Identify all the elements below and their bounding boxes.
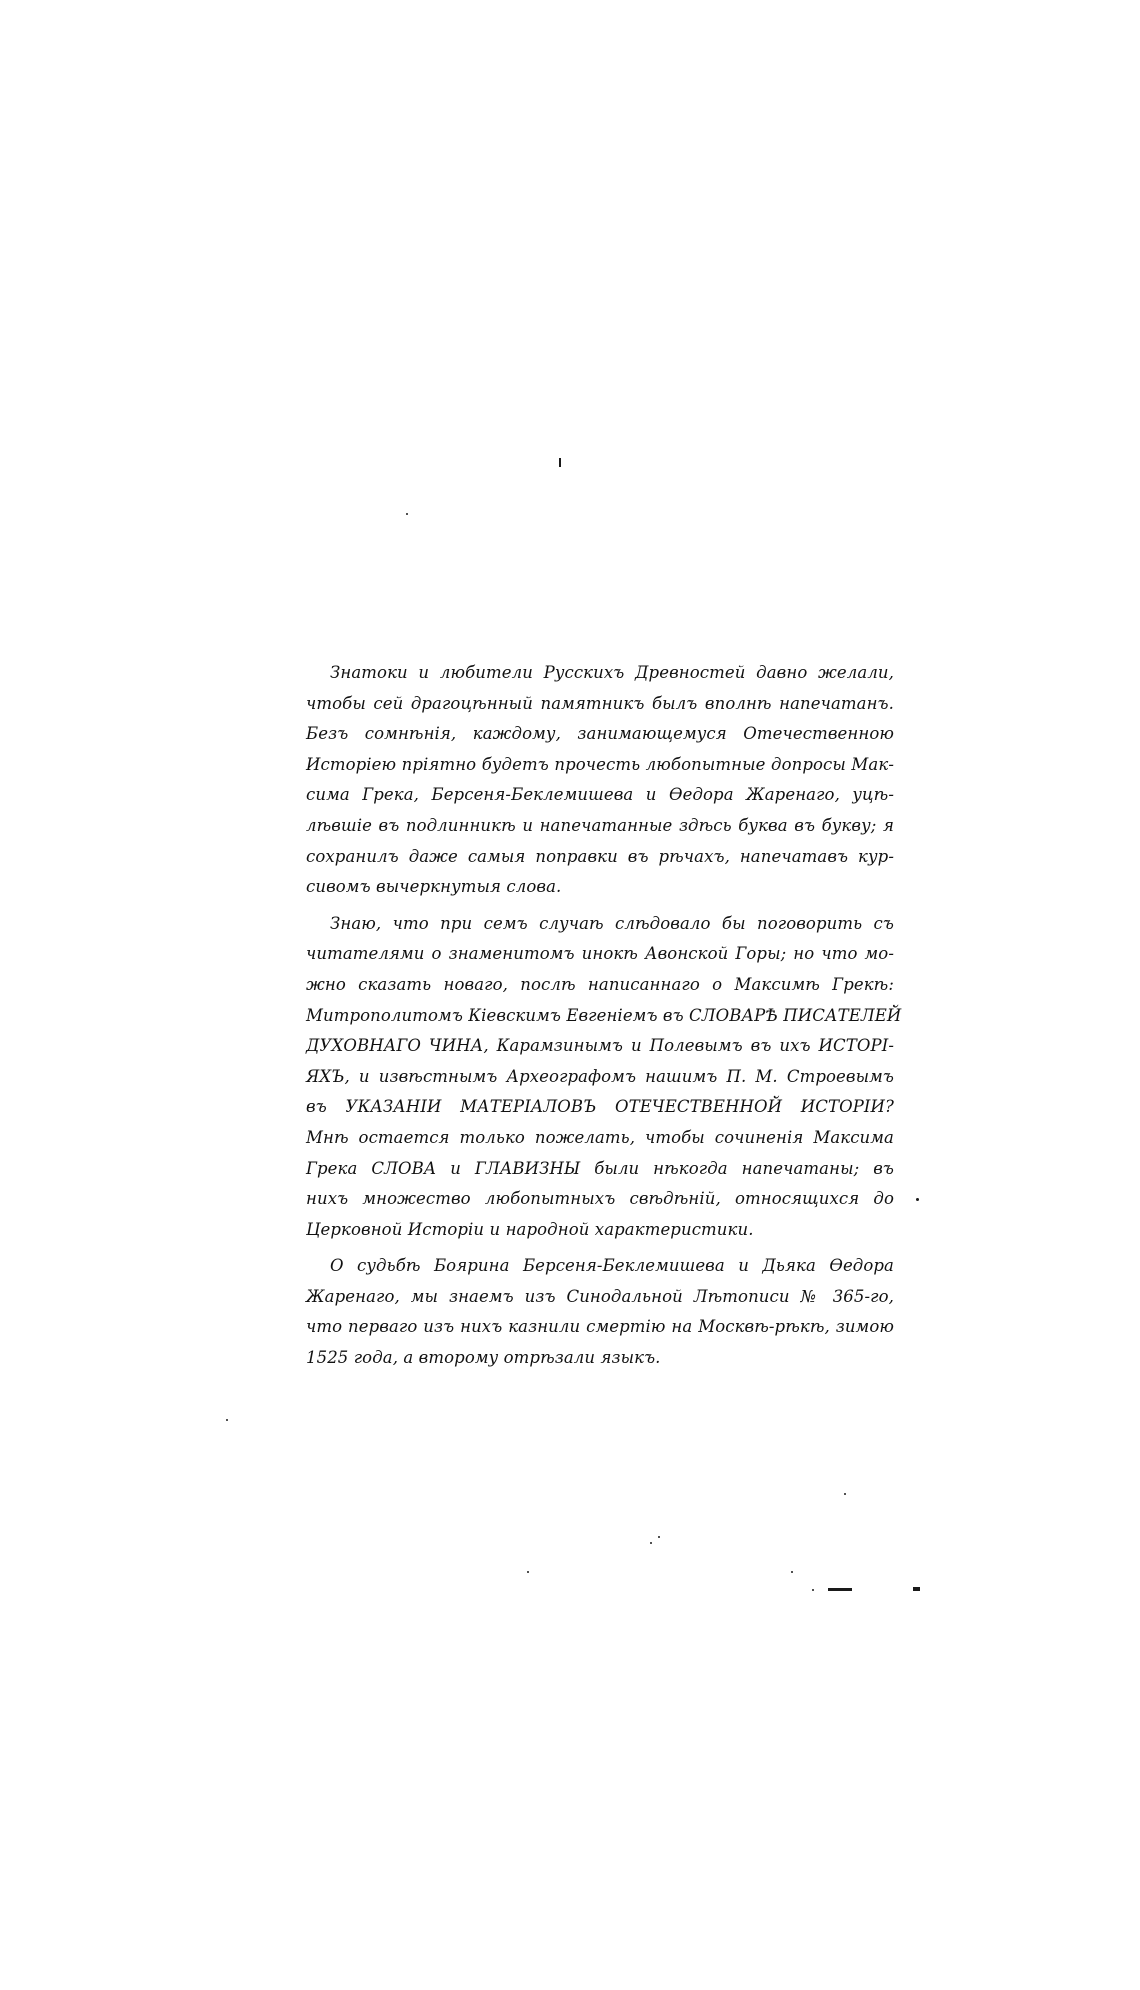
text-line: чтобы сей драгоцѣнный памятникъ былъ вполнѣ напечатанъ. bbox=[306, 693, 894, 713]
text-line: читателями о знаменитомъ инокѣ Авонской Горы; но что мо- bbox=[306, 944, 894, 964]
text-line: что перваго изъ нихъ казнили смертію на Москвѣ-рѣкѣ, зимою bbox=[306, 1317, 894, 1337]
text-line: ДУХОВНАГО ЧИНА, Карамзинымъ и Полевымъ въ ихъ ИСТОРІ- bbox=[306, 1036, 894, 1056]
text-line: лѣвшіе въ подлинникѣ и напечатанные здѣсь буква въ букву; я bbox=[306, 815, 894, 835]
paragraph-2 bbox=[306, 909, 902, 1246]
scan-speck bbox=[844, 1493, 846, 1495]
text-line: Грека СЛОВА и ГЛАВИЗНЫ были нѣкогда напечатаны; въ bbox=[306, 1158, 894, 1178]
scan-speck bbox=[406, 513, 408, 515]
text-line: сивомъ вычеркнутыя слова. bbox=[306, 877, 562, 897]
scan-speck bbox=[812, 1589, 814, 1591]
text-line: сима Грека, Берсеня-Беклемишева и Ѳедора Жаренаго, уцѣ- bbox=[306, 785, 894, 805]
text-line: О судьбѣ Боярина Берсеня-Беклемишева и Дьяка Ѳедора bbox=[330, 1256, 894, 1276]
text-line: Митрополитомъ Кіевскимъ Евгеніемъ въ СЛОВАРѢ ПИСАТЕЛЕЙ bbox=[306, 1005, 902, 1025]
text-line: Знатоки и любители Русскихъ Древностей давно желали, bbox=[330, 663, 894, 682]
body-text bbox=[306, 658, 902, 1374]
scan-speck bbox=[650, 1542, 652, 1544]
text-line: Исторіею пріятно будетъ прочесть любопытные допросы Мак- bbox=[306, 754, 894, 774]
text-line: Жаренаго, мы знаемъ изъ Синодальной Лѣтописи № 365-го, bbox=[306, 1286, 894, 1306]
scan-speck bbox=[527, 1571, 529, 1573]
text-line: жно сказать новаго, послѣ написаннаго о Максимѣ Грекѣ: bbox=[306, 974, 894, 994]
text-line: Знаю, что при семъ случаѣ слѣдовало бы поговорить съ bbox=[330, 913, 894, 933]
text-line: нихъ множество любопытныхъ свѣдѣній, относящихся до bbox=[306, 1189, 894, 1209]
text-line: въ УКАЗАНІИ МАТЕРІАЛОВЪ ОТЕЧЕСТВЕННОЙ ИСТОРІИ? bbox=[306, 1097, 894, 1117]
paragraph-3 bbox=[306, 1251, 894, 1373]
scan-mark bbox=[913, 1587, 920, 1591]
text-line: Церковной Исторіи и народной характеристики. bbox=[306, 1219, 754, 1239]
text-line: сохранилъ даже самыя поправки въ рѣчахъ, напечатавъ кур- bbox=[306, 846, 894, 866]
scan-speck bbox=[916, 1198, 919, 1201]
scan-speck bbox=[791, 1571, 793, 1573]
scan-mark bbox=[828, 1588, 852, 1591]
text-line: Безъ сомнѣнія, каждому, занимающемуся Отечественною bbox=[306, 724, 894, 744]
scan-mark bbox=[559, 458, 561, 467]
text-line: ЯХЪ, и извѣстнымъ Археографомъ нашимъ П. М. Строевымъ bbox=[306, 1066, 894, 1086]
text-line: Мнѣ остается только пожелать, чтобы сочиненія Максима bbox=[306, 1127, 894, 1147]
text-line: 1525 года, а второму отрѣзали языкъ. bbox=[306, 1348, 661, 1368]
scan-speck bbox=[226, 1419, 228, 1421]
paragraph-1 bbox=[306, 658, 894, 903]
scan-speck bbox=[658, 1536, 660, 1538]
